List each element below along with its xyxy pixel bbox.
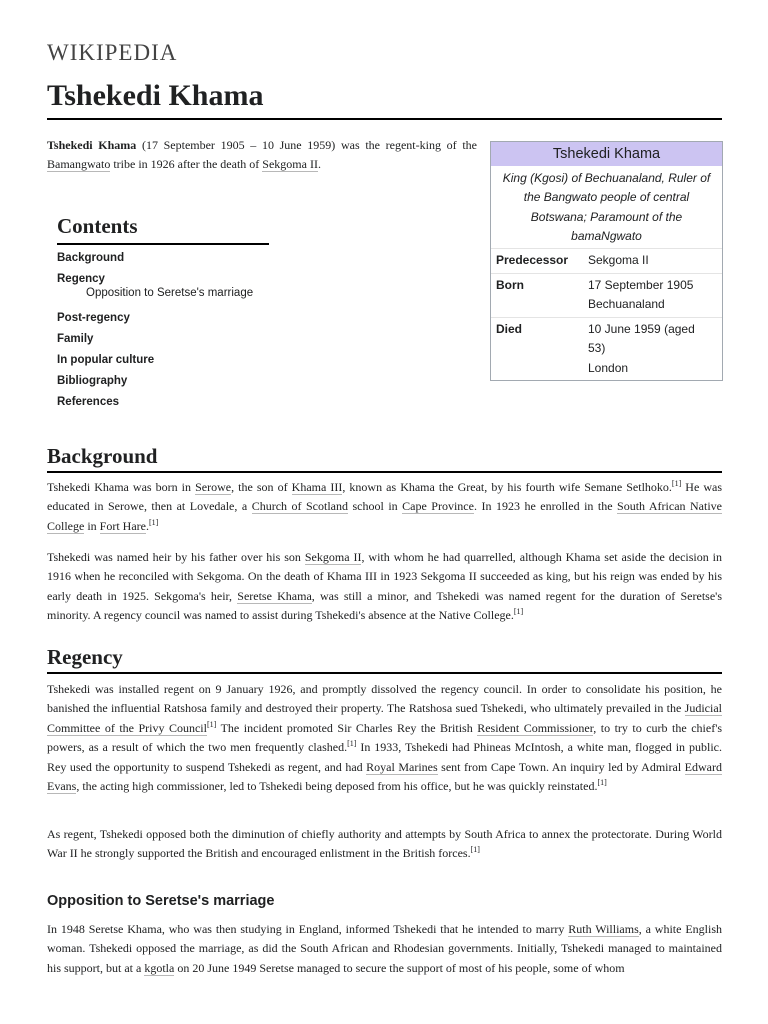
background-paragraph-2: Tshekedi was named heir by his father over his son Sekgoma II, with whom he had quarrelled, although Khama set aside the decision in 1916 when he reconciled with Sekgoma. On the death of Khama III in 1923 Sekgoma II succeeded as king, but his reign was ended by his early death in 1925. Sekgoma's heir, Seretse Khama, was still a minor, and Tshekedi was named regent for the duration of Seretse's minority. A regency council was named to assist during Tshekedi's absence at the Native College.[1] [47,550,723,623]
citation[interactable]: [1] [597,778,607,788]
background-paragraph-1: Tshekedi Khama was born in Serowe, the son of Khama III, known as Khama the Great, by his fourth wife Semane Setlhoko.[1] He was educated in Serowe, then at Lovedale, a Church of Scotland school in Cape Province. In 1923 he enrolled in the South African Native College in Fort Hare.[1] [47,479,723,533]
link-south-african-native-college[interactable]: South African Native College [47,499,723,533]
toc-item-popular-culture[interactable]: In popular culture [57,354,155,366]
regency-paragraph-1: Tshekedi was installed regent on 9 January 1926, and promptly dissolved the regency council. In order to consolidate his position, he banished the influential Ratshosa family and destroyed their property. The Ratshosa sued Tshekedi, who ultimately prevailed in the Judicial Committee of the Privy Council[1] The incident promoted Sir Charles Rey the British Resident Commissioner, to try to curb the chief's powers, as a result of which the two men frequently clashed.[1] In 1933, Tshekedi had Phineas McIntosh, a white man, flogged in public. Rey used the opportunity to suspend Tshekedi as regent, and had Royal Marines sent from Cape Town. An inquiry led by Admiral Edward Evans, the acting high commissioner, led to Tshekedi being deposed from his office, but he was quickly reinstated.[1] [47,682,723,794]
link-resident-commissioner[interactable]: Resident Commissioner [477,720,594,735]
link-royal-marines[interactable]: Royal Marines [366,759,438,774]
link-fort-hare[interactable]: Fort Hare [99,518,146,533]
opposition-paragraph-1: In 1948 Seretse Khama, who was then studying in England, informed Tshekedi that he intended to marry Ruth Williams, a white English woman. Tshekedi opposed the marriage, as did the South African and Rhodesian governments. Initially, Tshekedi managed to maintained his support, but at a kgotla on 20 June 1949 Seretse managed to secure the support of most of his people, some of whom [47,922,722,975]
link-privy-council[interactable]: Judicial Committee of the Privy Council [47,701,722,735]
intro-paragraph: Tshekedi Khama (17 September 1905 – 10 June 1959) was the regent-king of the Bamangwato tribe in 1926 after the death of Sekgoma II. [47,138,477,172]
link-edward-evans[interactable]: Edward Evans [47,759,722,794]
link-sekgoma-ii[interactable]: Sekgoma II [304,550,362,564]
infobox-row-born [491,273,722,317]
regency-paragraph-2: As regent, Tshekedi opposed both the diminution of chiefly authority and attempts by South Africa to annex the protectorate. During World War II he strongly supported the British and encouraged enlistment in the British forces.[1] [47,827,722,861]
toc-item-regency[interactable]: Regency [57,273,105,285]
infobox-key: Born [496,277,524,292]
toc-item-references[interactable]: References [57,396,120,408]
infobox-subtitle: King (Kgosi) of Bechuanaland, Ruler of the Bangwato people of central Botswana; Paramount of the bamaNgwato [502,171,711,243]
link-khama-iii[interactable]: Khama III [291,480,343,494]
section-heading-background: Background [47,443,722,473]
link-church-of-scotland[interactable]: Church of Scotland [251,499,349,514]
citation[interactable]: [1] [470,845,480,855]
infobox-value[interactable]: Sekgoma II [588,253,649,268]
infobox-key: Predecessor [496,253,569,268]
wikipedia-logo[interactable]: WIKIPEDIA [47,40,178,65]
table-of-contents [57,250,253,415]
link-cape-province[interactable]: Cape Province [402,499,474,514]
citation[interactable]: [1] [149,517,159,527]
link-sekgoma-ii[interactable]: Sekgoma II [262,157,318,172]
citation[interactable]: [1] [513,607,524,617]
infobox-header: Tshekedi Khama [491,142,722,166]
intro-bold-name: Tshekedi Khama [47,138,137,152]
infobox [490,141,723,381]
link-bamangwato[interactable]: Bamangwato [47,157,111,172]
infobox-row-predecessor [491,248,722,273]
toc-item-post-regency[interactable]: Post-regency [57,312,130,324]
section-heading-regency: Regency [47,644,722,674]
section-heading-opposition: Opposition to Seretse's marriage [47,893,275,909]
toc-item-family[interactable]: Family [57,333,94,345]
link-kgotla[interactable]: kgotla [144,960,175,975]
toc-item-opposition[interactable]: Opposition to Seretse's marriage [86,287,254,299]
link-seretse-khama[interactable]: Seretse Khama [237,588,312,603]
toc-item-background[interactable]: Background [57,252,125,264]
citation[interactable]: [1] [206,719,217,729]
toc-title: Contents [57,214,269,245]
infobox-row-died [491,317,722,381]
link-serowe[interactable]: Serowe [195,480,232,494]
citation[interactable]: [1] [671,479,682,488]
link-ruth-williams[interactable]: Ruth Williams [568,922,639,936]
page-title: Tshekedi Khama [47,78,722,120]
citation[interactable]: [1] [347,739,357,749]
infobox-value: 10 June 1959 (aged 53) London [588,321,695,375]
toc-item-bibliography[interactable]: Bibliography [57,375,128,387]
infobox-value: 17 September 1905 Bechuanaland [588,277,694,312]
infobox-key: Died [496,321,523,336]
